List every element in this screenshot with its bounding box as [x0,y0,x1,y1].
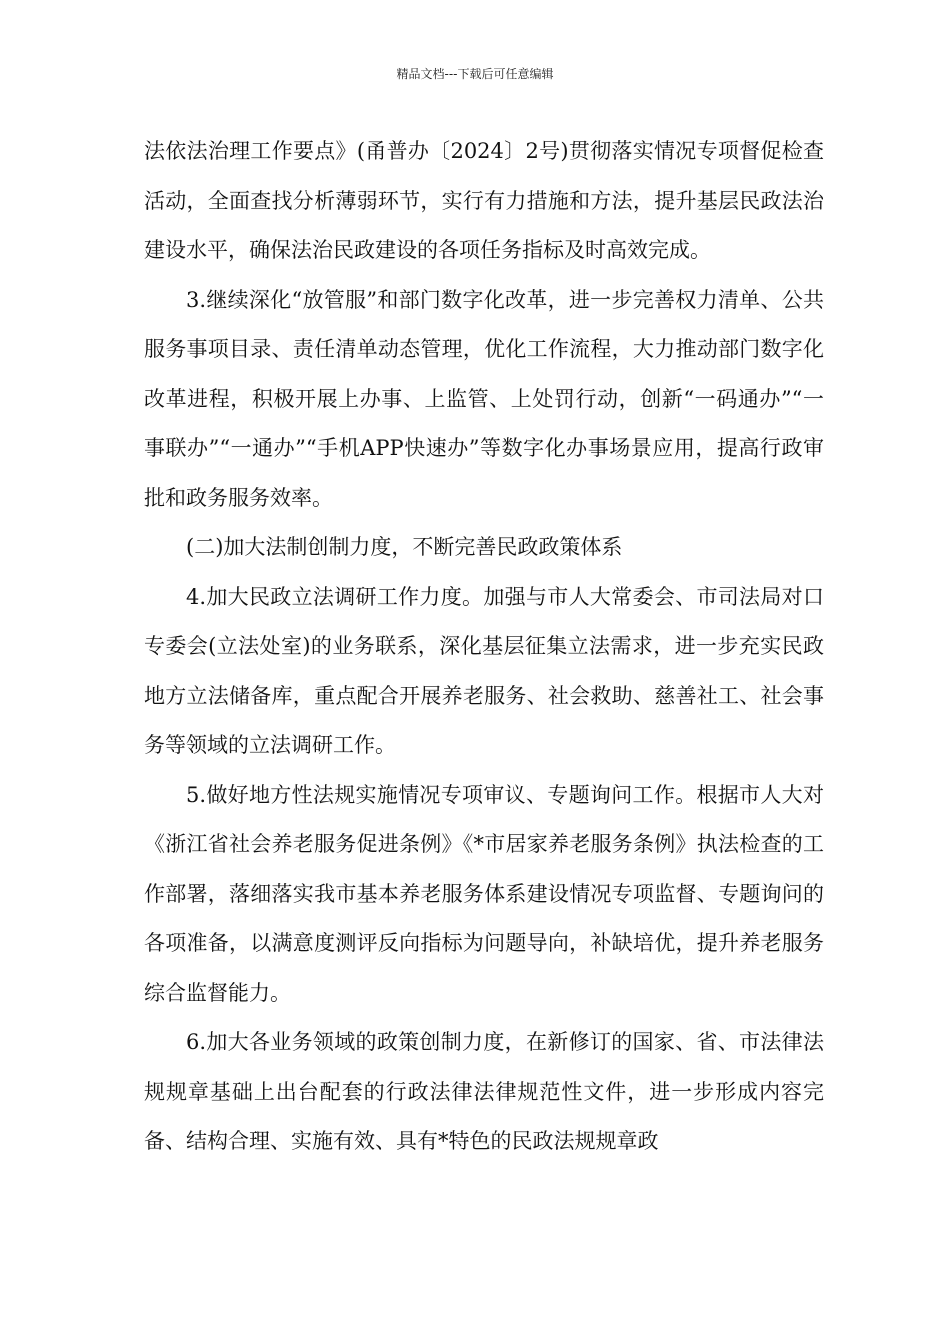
page-header: 精品文档---下载后可任意编辑 [396,67,554,81]
section-heading-2: (二)加大法制创制力度，不断完善民政政策体系 [186,535,623,559]
paragraph-item-4: 4.加大民政立法调研工作力度。加强与市人大常委会、市司法局对口专委会(立法处室)的业务联系，深化基层征集立法需求，进一步充实民政地方立法储备库，重点配合开展养老服务、社会救助、慈善社工、社会事务等领域的立法调研工作。 [144,584,824,757]
document-body [144,127,824,1167]
paragraph-item-5: 5.做好地方性法规实施情况专项审议、专题询问工作。根据市人大对《浙江省社会养老服务促进条例》《*市居家养老服务条例》执法检查的工作部署，落细落实我市基本养老服务体系建设情况专项监督、专题询问的各项准备，以满意度测评反向指标为问题导向，补缺培优，提升养老服务综合监督能力。 [144,782,824,1005]
paragraph-item-6: 6.加大各业务领域的政策创制力度，在新修订的国家、省、市法律法规规章基础上出台配套的行政法律法律规范性文件，进一步形成内容完备、结构合理、实施有效、具有*特色的民政法规规章政 [144,1030,824,1153]
paragraph-item-3: 3.继续深化“放管服”和部门数字化改革，进一步完善权力清单、公共服务事项目录、责任清单动态管理，优化工作流程，大力推动部门数字化改革进程，积极开展上办事、上监管、上处罚行动，创新“一码通办”“一事联办”“一通办”“手机APP快速办”等数字化办事场景应用，提高行政审批和政务服务效率。 [144,287,824,510]
paragraph-continuation: 法依法治理工作要点》(甬普办〔2024〕2号)贯彻落实情况专项督促检查活动，全面查找分析薄弱环节，实行有力措施和方法，提升基层民政法治建设水平，确保法治民政建设的各项任务指标及时高效完成。 [144,139,824,262]
